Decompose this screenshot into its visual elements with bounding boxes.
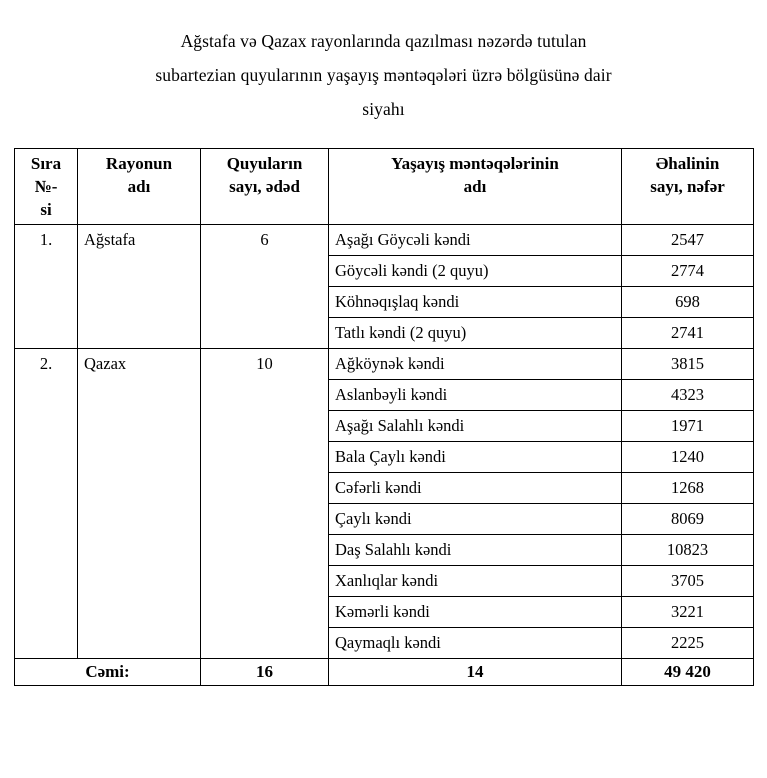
column-header-wells-count-line1: Quyuların — [226, 154, 303, 173]
cell-total-wells: 16 — [201, 659, 329, 686]
table-body — [15, 225, 754, 659]
cell-district: Ağstafa — [78, 225, 201, 349]
cell-population: 3705 — [622, 566, 754, 597]
column-header-row-number-line2: №- — [34, 177, 58, 196]
cell-wells-count: 10 — [201, 349, 329, 659]
column-header-settlement-name-line1: Yaşayış məntəqələrinin — [391, 154, 559, 173]
cell-population: 3815 — [622, 349, 754, 380]
cell-population: 2547 — [622, 225, 754, 256]
column-header-population — [622, 149, 754, 225]
cell-total-label: Cəmi: — [15, 659, 201, 686]
cell-total-settlements: 14 — [329, 659, 622, 686]
table-header-row — [15, 149, 754, 225]
cell-population: 2225 — [622, 628, 754, 659]
cell-population: 1971 — [622, 411, 754, 442]
cell-settlement-name: Çaylı kəndi — [329, 504, 622, 535]
cell-population: 698 — [622, 287, 754, 318]
table-footer — [15, 659, 754, 686]
table-row — [15, 349, 754, 380]
cell-population: 1240 — [622, 442, 754, 473]
cell-settlement-name: Qaymaqlı kəndi — [329, 628, 622, 659]
cell-district: Qazax — [78, 349, 201, 659]
column-header-population-line2: sayı, nəfər — [650, 177, 725, 196]
cell-settlement-name: Aşağı Göycəli kəndi — [329, 225, 622, 256]
cell-population: 8069 — [622, 504, 754, 535]
column-header-population-line1: Əhalinin — [655, 154, 720, 173]
column-header-wells-count-line2: sayı, ədəd — [229, 177, 300, 196]
column-header-district-line2: adı — [127, 177, 151, 196]
page-title-line-3: siyahı — [362, 99, 405, 119]
table-header — [15, 149, 754, 225]
cell-settlement-name: Tatlı kəndi (2 quyu) — [329, 318, 622, 349]
page-title — [0, 0, 767, 126]
page-title-line-2: subartezian quyularının yaşayış məntəqələri üzrə bölgüsünə dair — [155, 65, 612, 85]
cell-population: 2741 — [622, 318, 754, 349]
cell-settlement-name: Cəfərli kəndi — [329, 473, 622, 504]
cell-settlement-name: Göycəli kəndi (2 quyu) — [329, 256, 622, 287]
table-row — [15, 225, 754, 256]
cell-population: 4323 — [622, 380, 754, 411]
cell-total-population: 49 420 — [622, 659, 754, 686]
column-header-district — [78, 149, 201, 225]
cell-settlement-name: Daş Salahlı kəndi — [329, 535, 622, 566]
cell-settlement-name: Aslanbəyli kəndi — [329, 380, 622, 411]
wells-distribution-table — [14, 148, 754, 686]
cell-settlement-name: Aşağı Salahlı kəndi — [329, 411, 622, 442]
column-header-district-line1: Rayonun — [105, 154, 173, 173]
cell-row-number: 1. — [15, 225, 78, 349]
cell-row-number: 2. — [15, 349, 78, 659]
cell-wells-count: 6 — [201, 225, 329, 349]
cell-settlement-name: Köhnəqışlaq kəndi — [329, 287, 622, 318]
column-header-wells-count — [201, 149, 329, 225]
cell-settlement-name: Bala Çaylı kəndi — [329, 442, 622, 473]
cell-population: 2774 — [622, 256, 754, 287]
cell-population: 3221 — [622, 597, 754, 628]
column-header-settlement-name-line2: adı — [463, 177, 487, 196]
page-title-line-1: Ağstafa və Qazax rayonlarında qazılması nəzərdə tutulan — [180, 31, 587, 51]
cell-settlement-name: Kəmərli kəndi — [329, 597, 622, 628]
column-header-settlement-name — [329, 149, 622, 225]
column-header-row-number-line1: Sıra — [30, 154, 62, 173]
cell-population: 1268 — [622, 473, 754, 504]
column-header-row-number — [15, 149, 78, 225]
table-total-row — [15, 659, 754, 686]
cell-settlement-name: Ağköynək kəndi — [329, 349, 622, 380]
column-header-row-number-line3: si — [40, 200, 52, 219]
cell-population: 10823 — [622, 535, 754, 566]
table-container — [0, 126, 767, 686]
cell-settlement-name: Xanlıqlar kəndi — [329, 566, 622, 597]
